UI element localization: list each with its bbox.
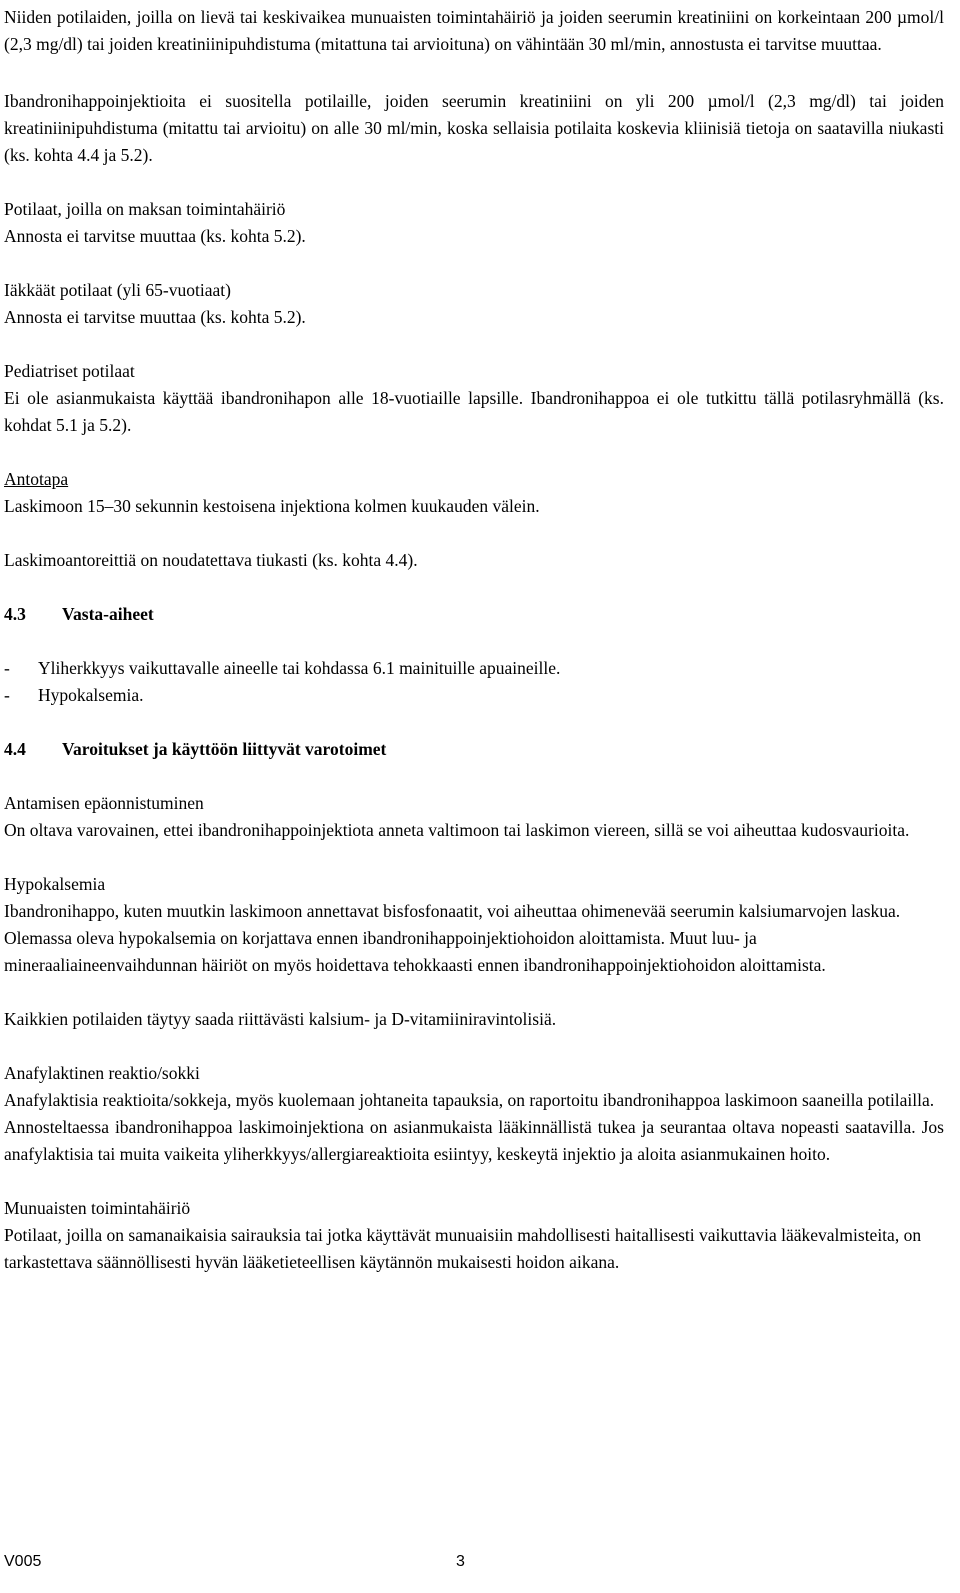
section-4-4-heading xyxy=(4,736,944,763)
section-4-3-heading xyxy=(4,601,944,628)
list-dash: - xyxy=(4,658,10,678)
hepatic-heading: Potilaat, joilla on maksan toimintahäiriö xyxy=(4,199,286,219)
renal-dosing-paragraph: Niiden potilaiden, joilla on lievä tai keskivaikea munuaisten toimintahäiriö ja joiden seerumin kreatiniini on korkeintaan 200 µmol/l (2,3 mg/dl) tai joiden kreatiniinipuhdistuma (mitattuna tai arvioituna) on vähintään 30 ml/min, annostusta ei tarvitse muuttaa. xyxy=(4,7,944,54)
admin-failure-text: On oltava varovainen, ettei ibandronihappoinjektiota anneta valtimoon tai laskimon viereen, sillä se voi aiheuttaa kudosvaurioita. xyxy=(4,820,910,840)
renal-impairment-text: Potilaat, joilla on samanaikaisia sairauksia tai jotka käyttävät munuaisiin mahdollisesti haitallisesti vaikuttavia lääkevalmisteita, on tarkastettava säännöllisesti hyvän lääketieteellisen käytännön mukaisesti hoidon aikana. xyxy=(4,1225,922,1272)
document-version: V005 xyxy=(4,1553,42,1570)
list-item xyxy=(4,655,944,682)
section-4-4-title: Varoitukset ja käyttöön liittyvät varotoimet xyxy=(62,739,387,759)
elderly-heading: Iäkkäät potilaat (yli 65-vuotiaat) xyxy=(4,280,231,300)
page-number: 3 xyxy=(456,1553,465,1570)
anaphylaxis-text-1: Anafylaktisia reaktioita/sokkeja, myös kuolemaan johtaneita tapauksia, on raportoitu ibandronihappoa laskimoon saaneilla potilailla. xyxy=(4,1090,935,1110)
hypocalcemia-text-3: Kaikkien potilaiden täytyy saada riittävästi kalsium- ja D-vitamiiniravintolisiä. xyxy=(4,1009,557,1029)
contraindication-item: Hypokalsemia. xyxy=(38,685,144,705)
section-4-3-title: Vasta-aiheet xyxy=(62,604,154,624)
section-4-4-number: 4.4 xyxy=(4,739,26,759)
hepatic-text: Annosta ei tarvitse muuttaa (ks. kohta 5.2). xyxy=(4,226,306,246)
elderly-text: Annosta ei tarvitse muuttaa (ks. kohta 5.2). xyxy=(4,307,306,327)
administration-text: Laskimoon 15–30 sekunnin kestoisena injektiona kolmen kuukauden välein. xyxy=(4,496,540,516)
anaphylaxis-heading: Anafylaktinen reaktio/sokki xyxy=(4,1063,200,1083)
pediatric-text: Ei ole asianmukaista käyttää ibandronihapon alle 18-vuotiaille lapsille. Ibandronihappoa ei ole tutkittu tällä potilasryhmällä (ks. kohdat 5.1 ja 5.2). xyxy=(4,388,944,435)
list-dash: - xyxy=(4,685,10,705)
contraindication-item: Yliherkkyys vaikuttavalle aineelle tai kohdassa 6.1 mainituille apuaineille. xyxy=(38,658,561,678)
administration-route-text: Laskimoantoreittiä on noudatettava tiukasti (ks. kohta 4.4). xyxy=(4,550,418,570)
anaphylaxis-text-2: Annosteltaessa ibandronihappoa laskimoinjektiona on asianmukaista lääkinnällistä tukea ja seurantaa oltava nopeasti saatavilla. Jos anafylaktisia tai muita vaikeita yliherkkyys/allergiareaktioita esiintyy, keskeytä injektio ja aloita asianmukainen hoito. xyxy=(4,1117,944,1164)
renal-impairment-heading: Munuaisten toimintahäiriö xyxy=(4,1198,191,1218)
document-content xyxy=(4,4,944,1276)
renal-not-recommended-paragraph: Ibandronihappoinjektioita ei suositella potilaille, joiden seerumin kreatiniini on yli 200 µmol/l (2,3 mg/dl) tai joiden kreatiniinipuhdistuma (mitattu tai arvioitu) on alle 30 ml/min, koska sellaisia potilaita koskevia kliinisiä tietoja on saatavilla niukasti (ks. kohta 4.4 ja 5.2). xyxy=(4,91,944,165)
list-item xyxy=(4,682,944,709)
administration-heading: Antotapa xyxy=(4,469,69,489)
hypocalcemia-heading: Hypokalsemia xyxy=(4,874,106,894)
hypocalcemia-text-2: Olemassa oleva hypokalsemia on korjattava ennen ibandronihappoinjektiohoidon aloittamista. Muut luu- ja mineraaliaineenvaihdunnan häiriöt on myös hoidettava tehokkaasti ennen ibandronihappoinjektiohoidon aloittamista. xyxy=(4,928,826,975)
section-4-3-number: 4.3 xyxy=(4,604,26,624)
pediatric-heading: Pediatriset potilaat xyxy=(4,361,135,381)
hypocalcemia-text-1: Ibandronihappo, kuten muutkin laskimoon annettavat bisfosfonaatit, voi aiheuttaa ohimenevää seerumin kalsiumarvojen laskua. xyxy=(4,901,901,921)
admin-failure-heading: Antamisen epäonnistuminen xyxy=(4,793,204,813)
